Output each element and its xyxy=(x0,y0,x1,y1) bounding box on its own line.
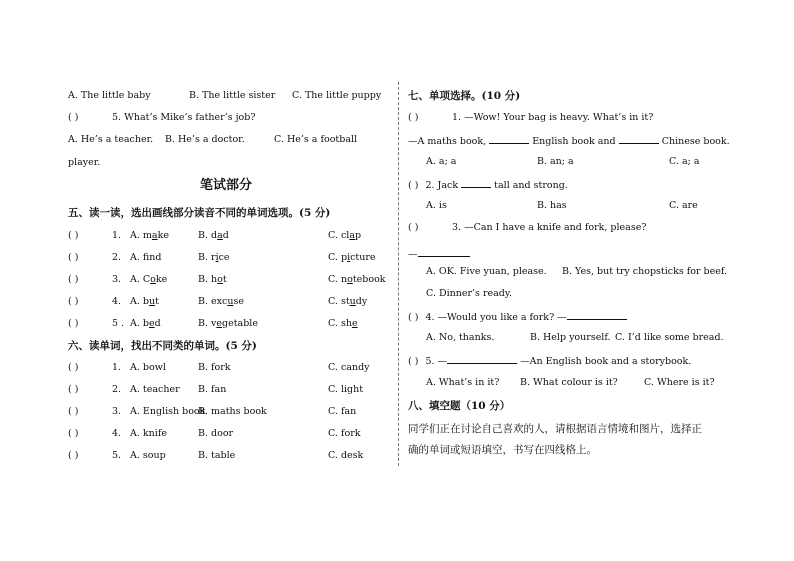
written-section-title: 笔试部分 xyxy=(200,178,253,193)
option-text: ke xyxy=(157,230,169,241)
underlined-letter: a xyxy=(151,230,158,241)
answer-paren: ( ) xyxy=(68,112,79,123)
answer-paren: ( ) xyxy=(408,222,419,233)
option-b xyxy=(198,318,258,330)
underlined-letter: a xyxy=(349,230,356,241)
question-number: 1. xyxy=(112,230,122,241)
question-number: 3. xyxy=(112,274,122,285)
option-text: A. b xyxy=(130,296,149,307)
option-a xyxy=(130,296,159,308)
answer-paren: ( ) xyxy=(408,112,419,123)
option-text: C. cl xyxy=(328,230,350,241)
question-text: 1. —Wow! Your bag is heavy. What’s in it? xyxy=(452,112,654,123)
option-text: A. f xyxy=(130,252,150,263)
text: 4. —Would you like a fork? — xyxy=(425,312,567,323)
option-a: A. The little baby xyxy=(68,90,151,101)
option-text: cture xyxy=(350,252,376,263)
question-number: 5 . xyxy=(112,318,125,329)
option-c: C. He’s a football xyxy=(274,134,358,145)
option-a: A. teacher xyxy=(130,384,180,395)
option-text: t xyxy=(155,296,159,307)
option-text: nd xyxy=(149,252,162,263)
option-a: A. soup xyxy=(130,450,166,461)
underlined-letter: u xyxy=(227,296,234,307)
answer-paren: ( ) xyxy=(68,296,79,307)
option-a: A. He’s a teacher. xyxy=(68,134,154,145)
answer-paren: ( ) xyxy=(408,356,419,367)
answer-blank[interactable] xyxy=(489,134,529,144)
option-c: C. desk xyxy=(328,450,364,461)
option-c xyxy=(328,296,367,308)
option-b: B. He’s a doctor. xyxy=(165,134,245,145)
option-a: A. No, thanks. xyxy=(426,332,495,343)
option-text: se xyxy=(233,296,244,307)
option-c xyxy=(328,230,361,242)
option-a: A. English book xyxy=(130,406,206,417)
option-c: C. The little puppy xyxy=(292,90,382,101)
option-c: C. candy xyxy=(328,362,370,373)
question-number: 1. xyxy=(112,362,122,373)
option-text: tebook xyxy=(352,274,386,285)
text: English book and xyxy=(532,136,616,147)
question-line xyxy=(408,247,470,261)
underlined-letter: e xyxy=(216,318,223,329)
option-c: C. Dinner’s ready. xyxy=(426,288,512,299)
text: Chinese book. xyxy=(661,136,730,147)
text: —A maths book, xyxy=(408,136,487,147)
option-continuation: player. xyxy=(68,157,101,168)
underlined-letter: o xyxy=(217,274,223,285)
question-line xyxy=(408,310,627,324)
answer-paren: ( ) xyxy=(408,180,419,191)
option-text: C. st xyxy=(328,296,350,307)
answer-blank[interactable] xyxy=(567,310,627,320)
option-b: B. an; a xyxy=(537,156,574,167)
underlined-letter: o xyxy=(347,274,353,285)
answer-paren: ( ) xyxy=(68,428,79,439)
option-text: dy xyxy=(355,296,368,307)
option-b: B. Yes, but try chopsticks for beef. xyxy=(562,266,728,277)
answer-paren: ( ) xyxy=(408,312,419,323)
option-b: B. What colour is it? xyxy=(520,377,618,388)
option-text: B. h xyxy=(198,274,218,285)
option-text: d xyxy=(222,230,229,241)
option-text: B. r xyxy=(198,252,216,263)
answer-paren: ( ) xyxy=(68,384,79,395)
option-b xyxy=(198,274,227,286)
option-text: C. sh xyxy=(328,318,352,329)
question-number: 5. xyxy=(112,450,122,461)
option-a: A. knife xyxy=(130,428,167,439)
option-a xyxy=(130,274,167,286)
column-divider xyxy=(398,82,399,466)
option-text: d xyxy=(154,318,161,329)
option-c: C. light xyxy=(328,384,364,395)
underlined-letter: u xyxy=(349,296,356,307)
option-text: C. n xyxy=(328,274,348,285)
text: —An English book and a storybook. xyxy=(520,356,692,367)
option-text: ce xyxy=(218,252,230,263)
question-text: 3. —Can I have a knife and fork, please? xyxy=(452,222,647,233)
option-text: p xyxy=(355,230,362,241)
question-line xyxy=(408,178,568,192)
instruction-text: 同学们正在讨论自己喜欢的人，请根据语言情境和图片，选择正 xyxy=(408,423,702,435)
question-number: 3. xyxy=(112,406,122,417)
underlined-letter: i xyxy=(215,252,219,263)
text: — xyxy=(408,249,418,260)
option-a: A. is xyxy=(426,200,447,211)
section-6-title: 六、读单词，找出不同类的单词。(5 分) xyxy=(68,340,257,352)
underlined-letter: i xyxy=(347,252,351,263)
option-text: B. d xyxy=(198,230,218,241)
question-line xyxy=(408,134,730,148)
option-text: t xyxy=(222,274,227,285)
section-8-title: 八、填空题（10 分） xyxy=(408,400,511,412)
option-a xyxy=(130,252,161,264)
option-a: A. bowl xyxy=(130,362,166,373)
option-b: B. maths book xyxy=(198,406,267,417)
option-a: A. OK. Five yuan, please. xyxy=(426,266,547,277)
option-b: B. fan xyxy=(198,384,227,395)
option-b: B. Help yourself. xyxy=(530,332,611,343)
text: 2. Jack xyxy=(425,180,459,191)
option-b xyxy=(198,296,244,308)
text: tall and strong. xyxy=(494,180,568,191)
question-line xyxy=(408,354,691,368)
option-c xyxy=(328,318,358,330)
option-c: C. are xyxy=(669,200,698,211)
option-c: C. fork xyxy=(328,428,361,439)
section-7-title: 七、单项选择。(10 分) xyxy=(408,90,521,102)
underlined-letter: o xyxy=(150,274,156,285)
option-text: ke xyxy=(155,274,168,285)
answer-paren: ( ) xyxy=(68,230,79,241)
question-number: 4. xyxy=(112,296,122,307)
text: 5. — xyxy=(425,356,448,367)
option-a xyxy=(130,230,169,242)
answer-blank[interactable] xyxy=(418,247,470,257)
option-b xyxy=(198,252,230,264)
answer-paren: ( ) xyxy=(68,406,79,417)
underlined-letter: u xyxy=(148,296,156,307)
option-c: C. Where is it? xyxy=(644,377,715,388)
option-a: A. What’s in it? xyxy=(426,377,500,388)
question-number: 2. xyxy=(112,384,122,395)
option-text: A. C xyxy=(130,274,151,285)
option-a: A. a; a xyxy=(426,156,457,167)
answer-paren: ( ) xyxy=(68,362,79,373)
option-text: B. v xyxy=(198,318,217,329)
option-b: B. table xyxy=(198,450,236,461)
option-c xyxy=(328,252,376,264)
option-text: A. m xyxy=(130,230,152,241)
answer-paren: ( ) xyxy=(68,318,79,329)
answer-paren: ( ) xyxy=(68,274,79,285)
section-5-title: 五、读一读，选出画线部分读音不同的单词选项。(5 分) xyxy=(68,207,331,219)
option-a xyxy=(130,318,161,330)
answer-paren: ( ) xyxy=(68,450,79,461)
answer-blank[interactable] xyxy=(619,134,659,144)
question-text: 5. What’s Mike’s father’s job? xyxy=(112,112,256,123)
option-b: B. door xyxy=(198,428,234,439)
option-b: B. The little sister xyxy=(189,90,276,101)
option-c xyxy=(328,274,386,286)
option-text: getable xyxy=(222,318,258,329)
answer-blank[interactable] xyxy=(447,354,517,364)
question-number: 2. xyxy=(112,252,122,263)
option-text: B. exc xyxy=(198,296,228,307)
answer-paren: ( ) xyxy=(68,252,79,263)
underlined-letter: e xyxy=(148,318,155,329)
option-c: C. fan xyxy=(328,406,357,417)
underlined-letter: e xyxy=(351,318,358,329)
option-b: B. has xyxy=(537,200,567,211)
option-b xyxy=(198,230,229,242)
underlined-letter: a xyxy=(217,230,223,241)
option-c: C. a; a xyxy=(669,156,700,167)
question-number: 4. xyxy=(112,428,122,439)
answer-blank[interactable] xyxy=(461,178,491,188)
option-text: C. p xyxy=(328,252,348,263)
option-b: B. fork xyxy=(198,362,231,373)
option-c: C. I’d like some bread. xyxy=(615,332,724,343)
instruction-text: 确的单词或短语填空，书写在四线格上。 xyxy=(408,444,597,456)
option-text: A. b xyxy=(130,318,149,329)
